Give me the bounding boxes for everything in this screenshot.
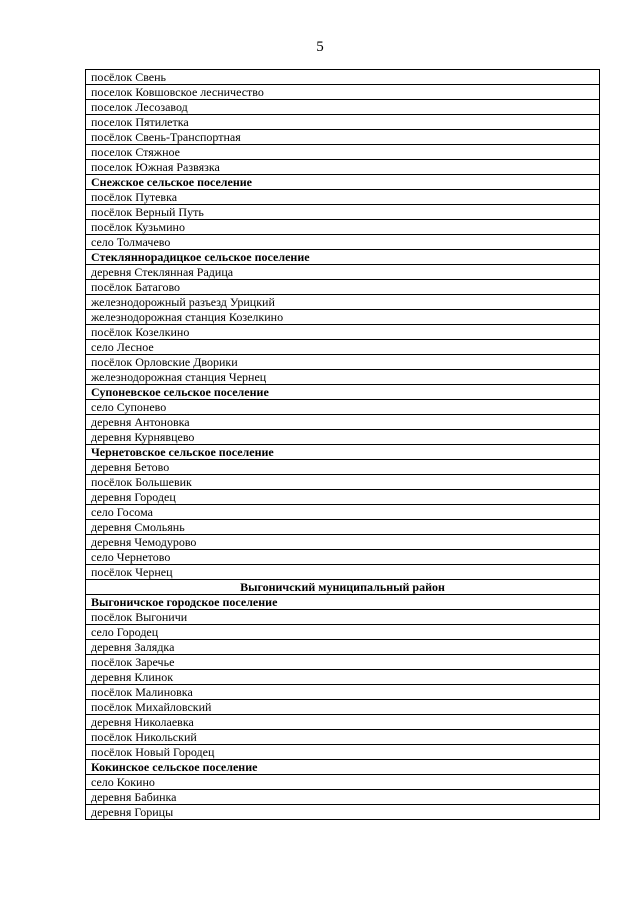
locality-name: посёлок Никольский [86,730,600,745]
locality-row [86,655,600,670]
locality-name: село Кокино [86,775,600,790]
locality-name: деревня Смольянь [86,520,600,535]
locality-name: посёлок Орловские Дворики [86,355,600,370]
locality-row [86,700,600,715]
locality-row [86,460,600,475]
locality-name: поселок Лесозавод [86,100,600,115]
locality-row [86,100,600,115]
locality-name: посёлок Путевка [86,190,600,205]
locality-row [86,565,600,580]
locality-name: деревня Курнявцево [86,430,600,445]
district-name: Выгоничский муниципальный район [86,580,600,595]
locality-name: посёлок Выгоничи [86,610,600,625]
locality-name: деревня Клинок [86,670,600,685]
locality-row [86,205,600,220]
settlement-section-row [86,175,600,190]
locality-name: поселок Южная Развязка [86,160,600,175]
locality-name: деревня Стеклянная Радица [86,265,600,280]
page-number: 5 [316,39,324,55]
locality-name: поселок Пятилетка [86,115,600,130]
locality-row [86,235,600,250]
locality-name: село Толмачево [86,235,600,250]
locality-row [86,775,600,790]
locality-row [86,190,600,205]
locality-row [86,610,600,625]
locality-name: деревня Горицы [86,805,600,820]
locality-name: село Городец [86,625,600,640]
locality-name: посёлок Заречье [86,655,600,670]
locality-row [86,280,600,295]
district-header-row [86,580,600,595]
locality-name: посёлок Свень [86,70,600,85]
settlement-section-name: Чернетовское сельское поселение [86,445,600,460]
locality-name: село Чернетово [86,550,600,565]
locality-row [86,85,600,100]
locality-row [86,505,600,520]
locality-row [86,490,600,505]
locality-row [86,70,600,85]
locality-name: деревня Городец [86,490,600,505]
locality-name: посёлок Михайловский [86,700,600,715]
settlements-table-body [86,70,600,820]
settlement-section-name: Стекляннорадицкое сельское поселение [86,250,600,265]
locality-name: железнодорожная станция Козелкино [86,310,600,325]
locality-row [86,295,600,310]
locality-name: железнодорожный разъезд Урицкий [86,295,600,310]
locality-name: посёлок Большевик [86,475,600,490]
locality-row [86,115,600,130]
locality-row [86,625,600,640]
locality-row [86,355,600,370]
locality-name: посёлок Чернец [86,565,600,580]
settlement-section-name: Кокинское сельское поселение [86,760,600,775]
locality-row [86,550,600,565]
locality-row [86,265,600,280]
locality-name: посёлок Новый Городец [86,745,600,760]
locality-name: посёлок Кузьмино [86,220,600,235]
locality-name: поселок Ковшовское лесничество [86,85,600,100]
locality-name: деревня Залядка [86,640,600,655]
locality-row [86,220,600,235]
locality-row [86,160,600,175]
locality-name: деревня Чемодурово [86,535,600,550]
locality-row [86,340,600,355]
locality-name: посёлок Верный Путь [86,205,600,220]
settlement-section-row [86,595,600,610]
settlement-section-row [86,385,600,400]
locality-name: деревня Николаевка [86,715,600,730]
locality-row [86,430,600,445]
locality-row [86,415,600,430]
locality-name: село Супонево [86,400,600,415]
locality-name: поселок Стяжное [86,145,600,160]
locality-row [86,640,600,655]
locality-row [86,745,600,760]
locality-row [86,790,600,805]
settlement-section-row [86,250,600,265]
settlement-section-name: Снежское сельское поселение [86,175,600,190]
settlements-table [85,69,600,820]
locality-row [86,475,600,490]
locality-name: посёлок Батагово [86,280,600,295]
settlement-section-row [86,760,600,775]
locality-row [86,130,600,145]
settlement-section-row [86,445,600,460]
locality-row [86,730,600,745]
locality-row [86,685,600,700]
locality-name: деревня Бабинка [86,790,600,805]
locality-row [86,715,600,730]
locality-name: посёлок Малиновка [86,685,600,700]
locality-name: село Госома [86,505,600,520]
locality-row [86,325,600,340]
locality-row [86,805,600,820]
settlement-section-name: Супоневское сельское поселение [86,385,600,400]
locality-row [86,310,600,325]
settlement-section-name: Выгоничское городское поселение [86,595,600,610]
locality-name: посёлок Козелкино [86,325,600,340]
locality-name: деревня Антоновка [86,415,600,430]
locality-name: железнодорожная станция Чернец [86,370,600,385]
locality-row [86,370,600,385]
locality-name: село Лесное [86,340,600,355]
locality-row [86,670,600,685]
locality-row [86,400,600,415]
locality-name: посёлок Свень-Транспортная [86,130,600,145]
locality-row [86,520,600,535]
locality-name: деревня Бетово [86,460,600,475]
locality-row [86,145,600,160]
locality-row [86,535,600,550]
